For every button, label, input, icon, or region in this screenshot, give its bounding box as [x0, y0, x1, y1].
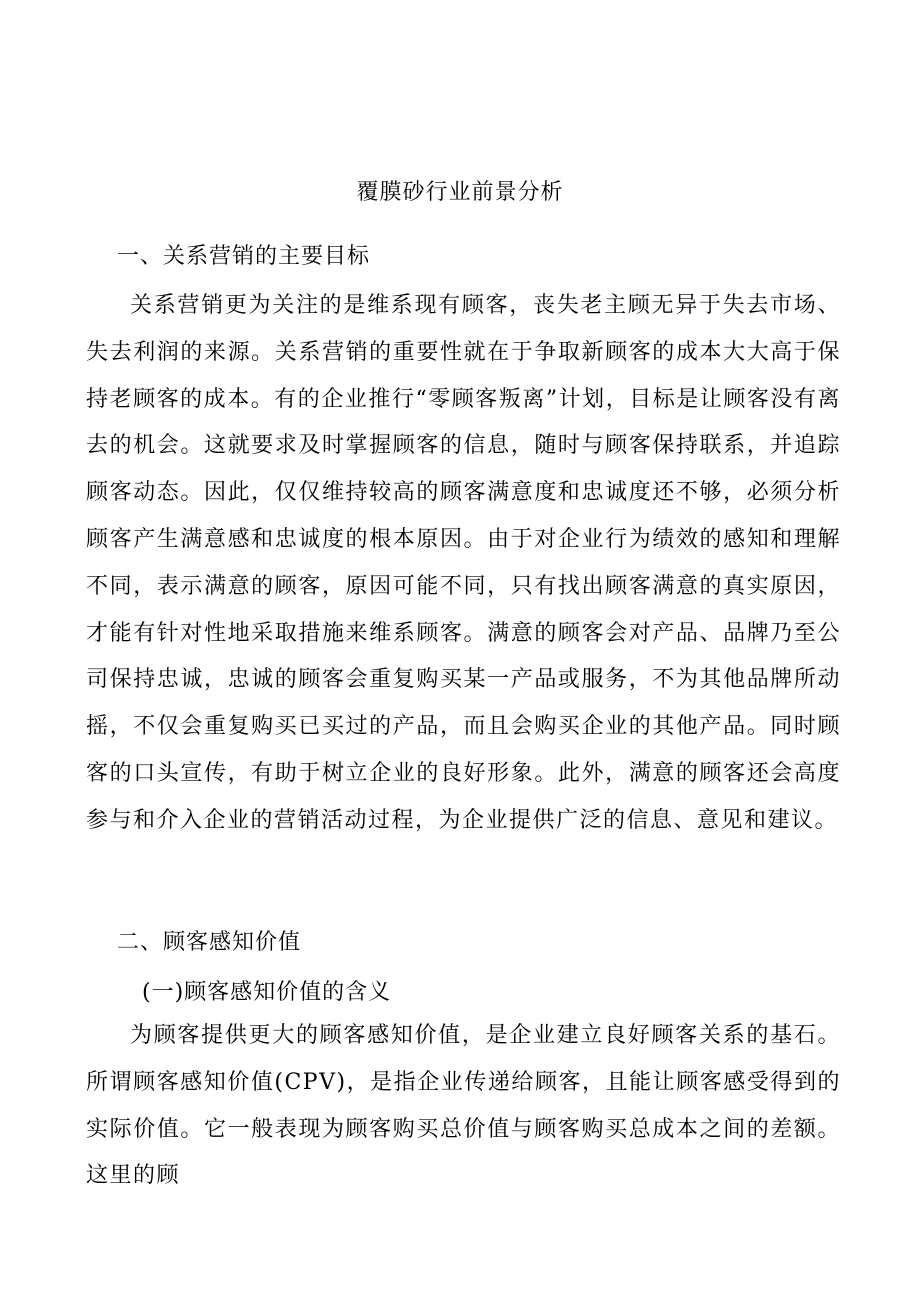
paragraph-relationship-marketing: 关系营销更为关注的是维系现有顾客，丧失老主顾无异于失去市场、失去利润的来源。关系营销的重要性就在于争取新顾客的成本大大高于保持老顾客的成本。有的企业推行“零顾客叛离”计划，目标是让顾客没有离去的机会。这就要求及时掌握顾客的信息，随时与顾客保持联系，并追踪顾客动态。因此，仅仅维持较高的顾客满意度和忠诚度还不够，必须分析顾客产生满意感和忠诚度的根本原因。由于对企业行为绩效的感知和理解不同，表示满意的顾客，原因可能不同，只有找出顾客满意的真实原因，才能有针对性地采取措施来维系顾客。满意的顾客会对产品、品牌乃至公司保持忠诚，忠诚的顾客会重复购买某一产品或服务，不为其他品牌所动摇，不仅会重复购买已买过的产品，而且会购买企业的其他产品。同时顾客的口头宣传，有助于树立企业的良好形象。此外，满意的顾客还会高度参与和介入企业的营销活动过程，为企业提供广泛的信息、意见和建议。: [86, 293, 841, 833]
subheading-cpv-meaning: (一)顾客感知价值的含义: [142, 980, 392, 1005]
paragraph-cpv-definition: 为顾客提供更大的顾客感知价值，是企业建立良好顾客关系的基石。所谓顾客感知价值(CPV)，是指企业传递给顾客，且能让顾客感受得到的实际价值。它一般表现为顾客购买总价值与顾客购买总成本之间的差额。这里的顾: [86, 1023, 841, 1189]
section-heading-customer-perceived-value: 二、顾客感知价值: [117, 930, 302, 955]
section-heading-relationship-marketing: 一、关系营销的主要目标: [117, 244, 371, 269]
document-title: 覆膜砂行业前景分析: [356, 180, 564, 205]
